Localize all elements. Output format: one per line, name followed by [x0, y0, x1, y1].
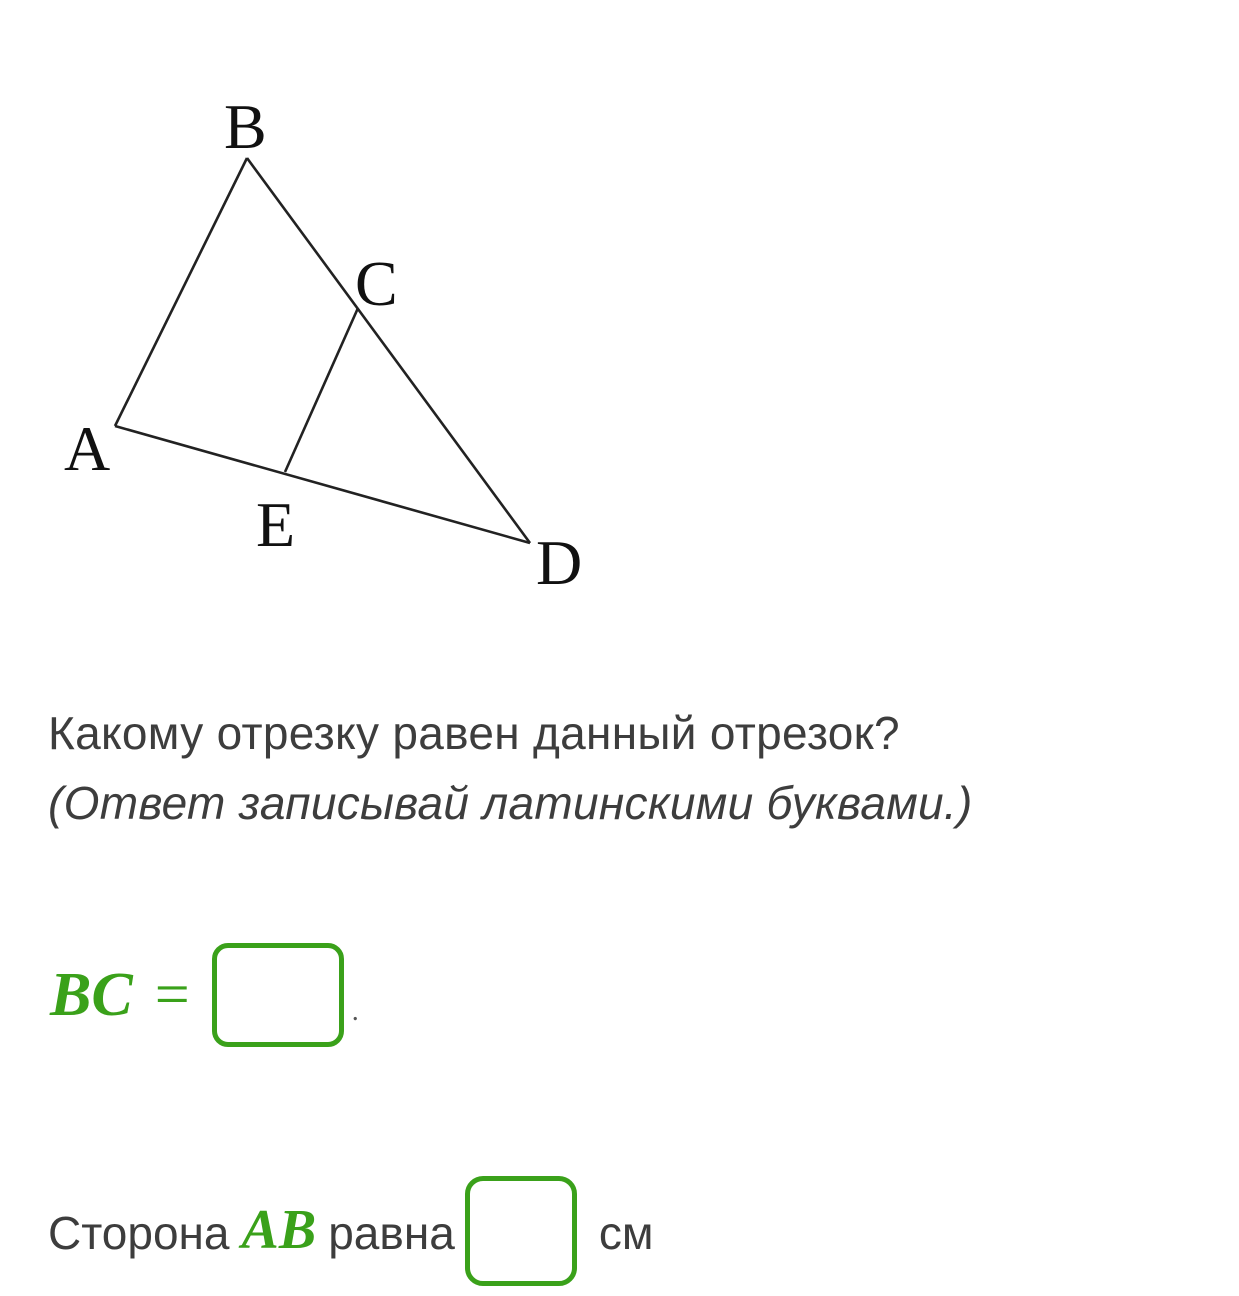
second-answer-input[interactable]: [465, 1176, 577, 1286]
segment-AD: [115, 426, 530, 543]
second-segment-name: AB: [241, 1199, 317, 1261]
segment-name: BC: [50, 960, 133, 1029]
point-label-A: A: [64, 413, 111, 484]
second-middle: равна: [328, 1207, 455, 1259]
point-label-C: C: [355, 248, 398, 319]
question-text: [48, 698, 1198, 838]
point-label-D: D: [536, 527, 583, 598]
second-prefix: Сторона: [48, 1207, 230, 1259]
segment-AB: [115, 158, 247, 426]
answer-input[interactable]: [212, 943, 344, 1047]
point-label-E: E: [256, 489, 296, 560]
segment-CE: [285, 308, 358, 472]
period: .: [351, 996, 359, 1027]
point-label-B: B: [224, 91, 267, 162]
triangle-diagram: [0, 0, 700, 640]
second-question-row: [48, 1176, 653, 1296]
question-hint: (Ответ записывай латинскими буквами.): [48, 777, 973, 829]
answer-row: [50, 938, 359, 1052]
equals-sign: =: [154, 960, 190, 1029]
unit-label: см: [598, 1207, 654, 1259]
segment-BD: [247, 158, 530, 543]
question-main: Какому отрезку равен данный отрезок?: [48, 707, 900, 759]
